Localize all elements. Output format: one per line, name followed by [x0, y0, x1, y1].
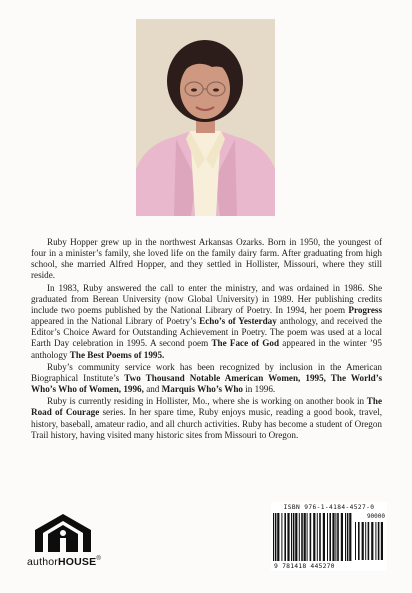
author-photo [136, 19, 275, 216]
bio-text: and [143, 384, 162, 395]
barcode-bar [293, 513, 295, 561]
poem-title: The Face of God [211, 338, 280, 349]
isbn-number: ISBN 976-1-4184-4527-0 [283, 504, 375, 511]
bio-text: series. In her spare time, Ruby enjoys music, reading a good book, travel, history, baseball, amateur radio, and all church activities. Ruby has become a student of Oregon Trail history, having visited many historic sites from Missouri to Oregon. [31, 407, 383, 440]
publisher-name-bold: HOUSE [57, 556, 97, 568]
barcode-bar [323, 513, 325, 561]
award-title: Two Thousand Notable American Women, 1995, The World’s Who’s Who of Women, 1996, [31, 372, 382, 395]
barcode-bar [307, 513, 308, 561]
addon-barcode-bars [355, 522, 385, 560]
bio-text: appeared in the National Library of Poetry’s [31, 316, 200, 327]
barcode-bar [327, 513, 328, 561]
barcode-bar [365, 522, 366, 560]
barcode-bar [371, 522, 373, 560]
barcode-bar [281, 513, 282, 561]
barcode-bar [284, 513, 286, 561]
barcode-bar [304, 513, 306, 561]
barcode-bar [381, 522, 383, 560]
barcode-bar [319, 513, 321, 561]
barcode-bar [329, 513, 331, 561]
award-title: Marquis Who’s Who [161, 384, 243, 395]
barcode-bar [295, 513, 297, 561]
barcode-bar [332, 513, 334, 561]
barcode-bar [345, 513, 346, 561]
barcode-bar [347, 513, 349, 561]
barcode-bar [317, 513, 318, 561]
bio-paragraph-1 [31, 237, 382, 282]
bio-text: appeared in the winter ’95 anthology [31, 338, 382, 360]
bio-text: In 1983, Ruby answered the call to enter the ministry, and was ordained in 1986. She graduated from Berean University (now Global University) in 1989. Her publishing credits include two poems published by the National Library of Poetry. In 1994, her poem [31, 282, 382, 315]
barcode-bar [275, 513, 277, 561]
barcode-bar [375, 522, 376, 560]
anthology-title: The Best Poems of 1995. [69, 349, 165, 360]
barcode-bar [291, 513, 292, 561]
barcode-bar [287, 513, 289, 561]
barcode-bar [349, 513, 351, 561]
anthology-title: Echo’s of Yesterday [199, 316, 277, 327]
barcode-bar [335, 513, 336, 561]
ean-barcode-bars [273, 513, 353, 561]
barcode-bar [378, 522, 380, 560]
bio-paragraph-3 [31, 362, 382, 395]
publisher-name-light: author [27, 556, 58, 568]
barcode-bar [301, 513, 303, 561]
barcode-bar [299, 513, 300, 561]
registered-mark: ® [96, 556, 101, 562]
barcode-bar [273, 513, 274, 561]
poem-title: Progress [348, 304, 382, 315]
bio-text: Ruby is currently residing in Hollister, Mo., where she is working on another book in [47, 396, 367, 407]
author-biography [31, 237, 382, 442]
bio-text: in 1996. [242, 384, 276, 395]
house-logo-icon [33, 512, 93, 554]
barcode-bar [277, 513, 279, 561]
barcode-bar [341, 513, 343, 561]
barcode-bar [368, 522, 370, 560]
bio-paragraph-2 [31, 283, 382, 361]
bio-text: Ruby Hopper grew up in the northwest Arkansas Ozarks. Born in 1950, the youngest of four in a minister’s family, she loved life on the family dairy farm. After graduating from high school, she married Alfred Hopper, and they settled in Hollister, Missouri, where they still reside. [31, 237, 382, 281]
bio-text: anthology, and received the Editor’s Choice Award for Outstanding Achievement in Poetry. The poem was used at a local Earth Day celebration in 1995. A second poem [31, 316, 383, 349]
ean-digits: 9 781418 445270 [274, 562, 335, 570]
barcode-bar [362, 522, 364, 560]
isbn-barcode [271, 502, 387, 571]
barcode-bar [310, 513, 312, 561]
bio-text: Ruby’s community service work has been recognized by inclusion in the American Biographical Institute’s [31, 361, 382, 383]
barcode-bar [337, 513, 339, 561]
addon-code: 90000 [366, 513, 385, 520]
publisher-name [27, 556, 101, 568]
barcode-bar [313, 513, 315, 561]
author-portrait-image [136, 19, 275, 216]
bio-paragraph-4 [31, 396, 382, 441]
barcode-bar [358, 522, 360, 560]
barcode-bar [355, 522, 356, 560]
series-title: The Road of Courage [31, 396, 382, 418]
